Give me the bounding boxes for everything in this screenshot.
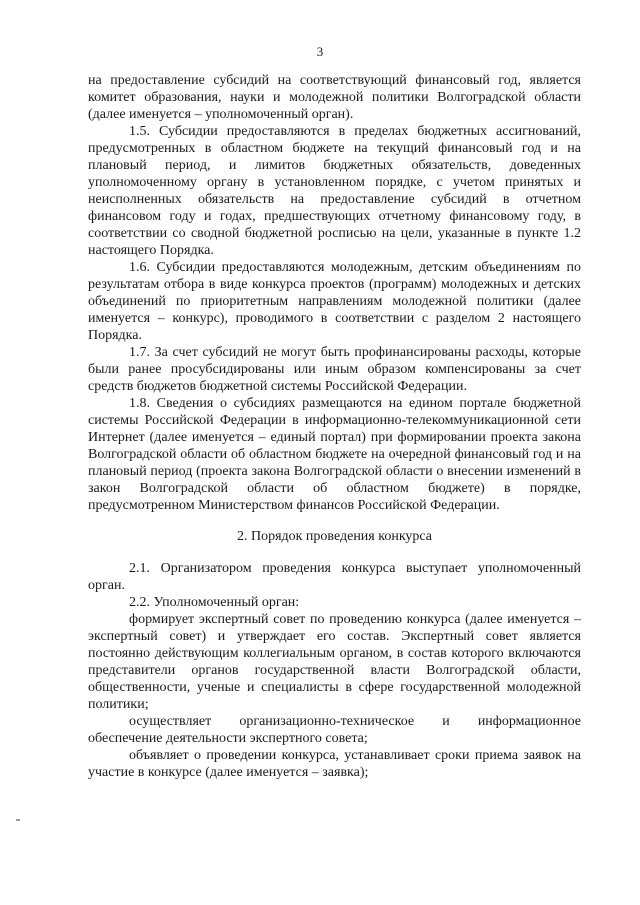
scan-artifact-mark [16,819,20,821]
paragraph-continuation: на предоставление субсидий на соответствующий финансовый год, является комитет образования, науки и молодежной политики Волгоградской области (далее именуется – уполномоченный орган). [88,73,581,122]
section-title: 2. Порядок проведения конкурса [236,529,433,544]
paragraph-2-2: 2.2. Уполномоченный орган: [129,595,300,610]
paragraph-1-8: 1.8. Сведения о субсидиях размещаются на едином портале бюджетной системы Российской Федерации в информационно-телекоммуникационной сети Интернет (далее именуется – единый портал) при формировании проекта закона Волгоградской области об областном бюджете на очередной финансовый год и на плановый период (проекта закона Волгоградской области о внесении изменений в закон Волгоградской области об областном бюджете) в порядке, предусмотренном Министерством финансов Российской Федерации. [88,396,581,513]
paragraph-2-2-item-a: формирует экспертный совет по проведению конкурса (далее именуется – экспертный совет) и утверждает его состав. Экспертный совет является постоянно действующим коллегиальным органом, в состав которого включаются представители органов государственной власти Волгоградской области, общественности, ученые и специалисты в сфере государственной молодежной политики; [88,612,581,712]
paragraph-2-2-item-b: осуществляет организационно-техническое и информационное обеспечение деятельности экспертного совета; [88,714,581,746]
paragraph-1-7: 1.7. За счет субсидий не могут быть профинансированы расходы, которые были ранее просубсидированы или иным образом компенсированы за счет средств бюджетов бюджетной системы Российской Федерации. [88,345,581,394]
paragraph-2-2-item-c: объявляет о проведении конкурса, устанавливает сроки приема заявок на участие в конкурсе (далее именуется – заявка); [88,748,581,780]
paragraph-1-6: 1.6. Субсидии предоставляются молодежным, детским объединениям по результатам отбора в виде конкурса проектов (программ) молодежных и детских объединений по приоритетным направлениям молодежной политики (далее именуется – конкурс), проводимого в соответствии с разделом 2 настоящего Порядка. [88,260,581,343]
paragraph-2-1: 2.1. Организатором проведения конкурса выступает уполномоченный орган. [88,561,581,593]
paragraph-1-5: 1.5. Субсидии предоставляются в пределах бюджетных ассигнований, предусмотренных в областном бюджете на текущий финансовый год и на плановый период, и лимитов бюджетных обязательств, доведенных уполномоченному органу в установленном порядке, с учетом принятых и неисполненных обязательств на предоставление субсидий в отчетном финансовом году и годах, предшествующих отчетному финансовому году, в соответствии со сводной бюджетной росписью на цели, указанные в пункте 1.2 настоящего Порядка. [88,124,581,258]
page-number: 3 [316,44,324,59]
document-body [88,72,581,781]
